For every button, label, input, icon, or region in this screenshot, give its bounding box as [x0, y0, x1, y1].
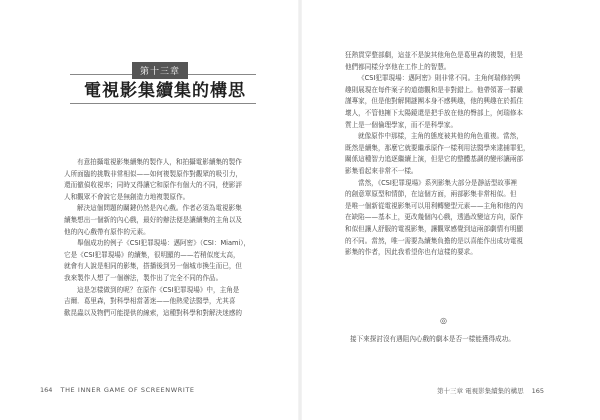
paragraph-line: 舉個成功的例子《CSI犯罪現場：邁阿密》（CSI：Miami）， [77, 239, 251, 248]
paragraph-line: 影集的作者，因此我希望你也有這樣的要求。 [345, 248, 477, 257]
paragraph-line: 他們都同樣分享他在工作上的智慧。 [345, 62, 451, 71]
page-number: 165 [531, 387, 545, 395]
chapter-label: 第十三章 [132, 62, 188, 79]
paragraph-line: 解決這個問題的關鍵仍然是內心戲。作者必須為電視影集 [77, 204, 242, 213]
chapter-title: 電視影集續集的構思 [84, 81, 246, 101]
paragraph-line: 有意拍攝電視影集續集的製作人，和拍攝電影續集的製作 [77, 158, 242, 166]
paragraph-line: 續集想出一個新的內心戲，最好的辦法便是讓續集的主角以及 [64, 215, 243, 224]
paragraph-line: 狂熱貫穿整部劇，這並不是說其他角色是葛里森的複製，但是 [345, 51, 524, 59]
closing-line: 接下來探討沒有遇阻內心戲的劇本是否一樣能獲得成功。 [350, 335, 515, 343]
paragraph-line: 就像原作中那樣，主角的態度被其他的角色重複。當然， [358, 132, 523, 141]
left-body-text [64, 157, 266, 319]
section-divider-icon: ◎ [440, 316, 447, 325]
paragraph-line: 吉爾．葛里森，對科學相當著迷——他熱愛法醫學，尤其喜 [64, 297, 236, 306]
paragraph-line: 當然，《CSI犯罪現場》系列影集大部分是靜話型故事裡 [358, 178, 518, 187]
paragraph-line: 他的內心戲帶有原作的元素。 [64, 227, 150, 236]
paragraph-line: 和似但讓人舒服的電視影集，讓觀眾感覺到這兩部劇情有明顯 [345, 224, 524, 233]
paragraph-line: 的創意單原型和情節，在這個方面，兩部影集非常相似。但 [345, 190, 517, 199]
paragraph-line: 還而徹偵收視率；同時又得讓它和原作有個大的不同，使影評 [64, 181, 243, 190]
right-body-text [345, 50, 553, 259]
paragraph-line: 在缺陷——基本上，更改幾個內心戲，透過改變這方向，原作 [345, 213, 524, 222]
paragraph-line: 的不同。當然，唯一需要為續集負擔的是以喜能作出成功電視 [345, 236, 524, 245]
paragraph-line: 影集看起來非常不一樣。 [345, 166, 418, 175]
paragraph-line: 人所面臨的挑戰非常相似——如何複製原作對觀眾的吸引力， [64, 169, 243, 178]
paragraph-line: 趣則展現在每件案子的道德觀和是非對錯上。他帶領著一群嚴 [345, 85, 524, 94]
right-footer [437, 386, 544, 395]
paragraph-line: 是唯一個新從電視影集可以用利轉變型元素——主角和他的內 [345, 201, 524, 210]
paragraph-line: 質上是一個倫理學家，而不是科學家。 [345, 120, 458, 129]
paragraph-line: 歡昆蟲以及物們可能提供的線索，這種對科學和對解決迷感的 [64, 308, 243, 317]
paragraph-line: 就會有人說是相同的影集，搭播後到另一個城市換生而已，但 [64, 262, 243, 271]
paragraph-line: 既然是續集，那麼它就要繼承原作一樣利用法醫學來逮捕罪犯， [345, 143, 530, 152]
title-rule-bottom [70, 103, 256, 104]
paragraph-line: 《CSI犯罪現場：邁阿密》則非常不同。主角何瑞修的興 [358, 74, 521, 83]
paragraph-line: 關係這種智力追逐繼續上演，但是它的整體基調的變形讓兩部 [345, 155, 524, 164]
paragraph-line: 這是怎樣做到的呢？在原作《CSI犯罪現場》中，主角是 [77, 285, 240, 294]
footer-chapter-title: 第十三章 電視影集續集的構思 [437, 387, 524, 395]
paragraph-line: 我來製作人想了一個辦法，製作出了完全不同的作品。 [64, 273, 223, 282]
paragraph-line: 它是《CSI犯罪現場》的續集，很明顯的——若稍似度太高， [64, 250, 240, 259]
paragraph-line: 壞人，不管他擁下太陽鏡還是把手放在他的臀部上，何瑞修本 [345, 108, 524, 117]
page-number: 164 [40, 386, 53, 394]
paragraph-line: 人和觀眾不會說它是無創造力地複製原作。 [64, 192, 190, 201]
running-head: THE INNER GAME OF SCREENWRITE [60, 386, 195, 394]
left-footer [40, 386, 195, 394]
paragraph-line: 謹專家，但是他對解開謎團本身不感興趣，他的興趣在於抓住 [345, 97, 524, 106]
